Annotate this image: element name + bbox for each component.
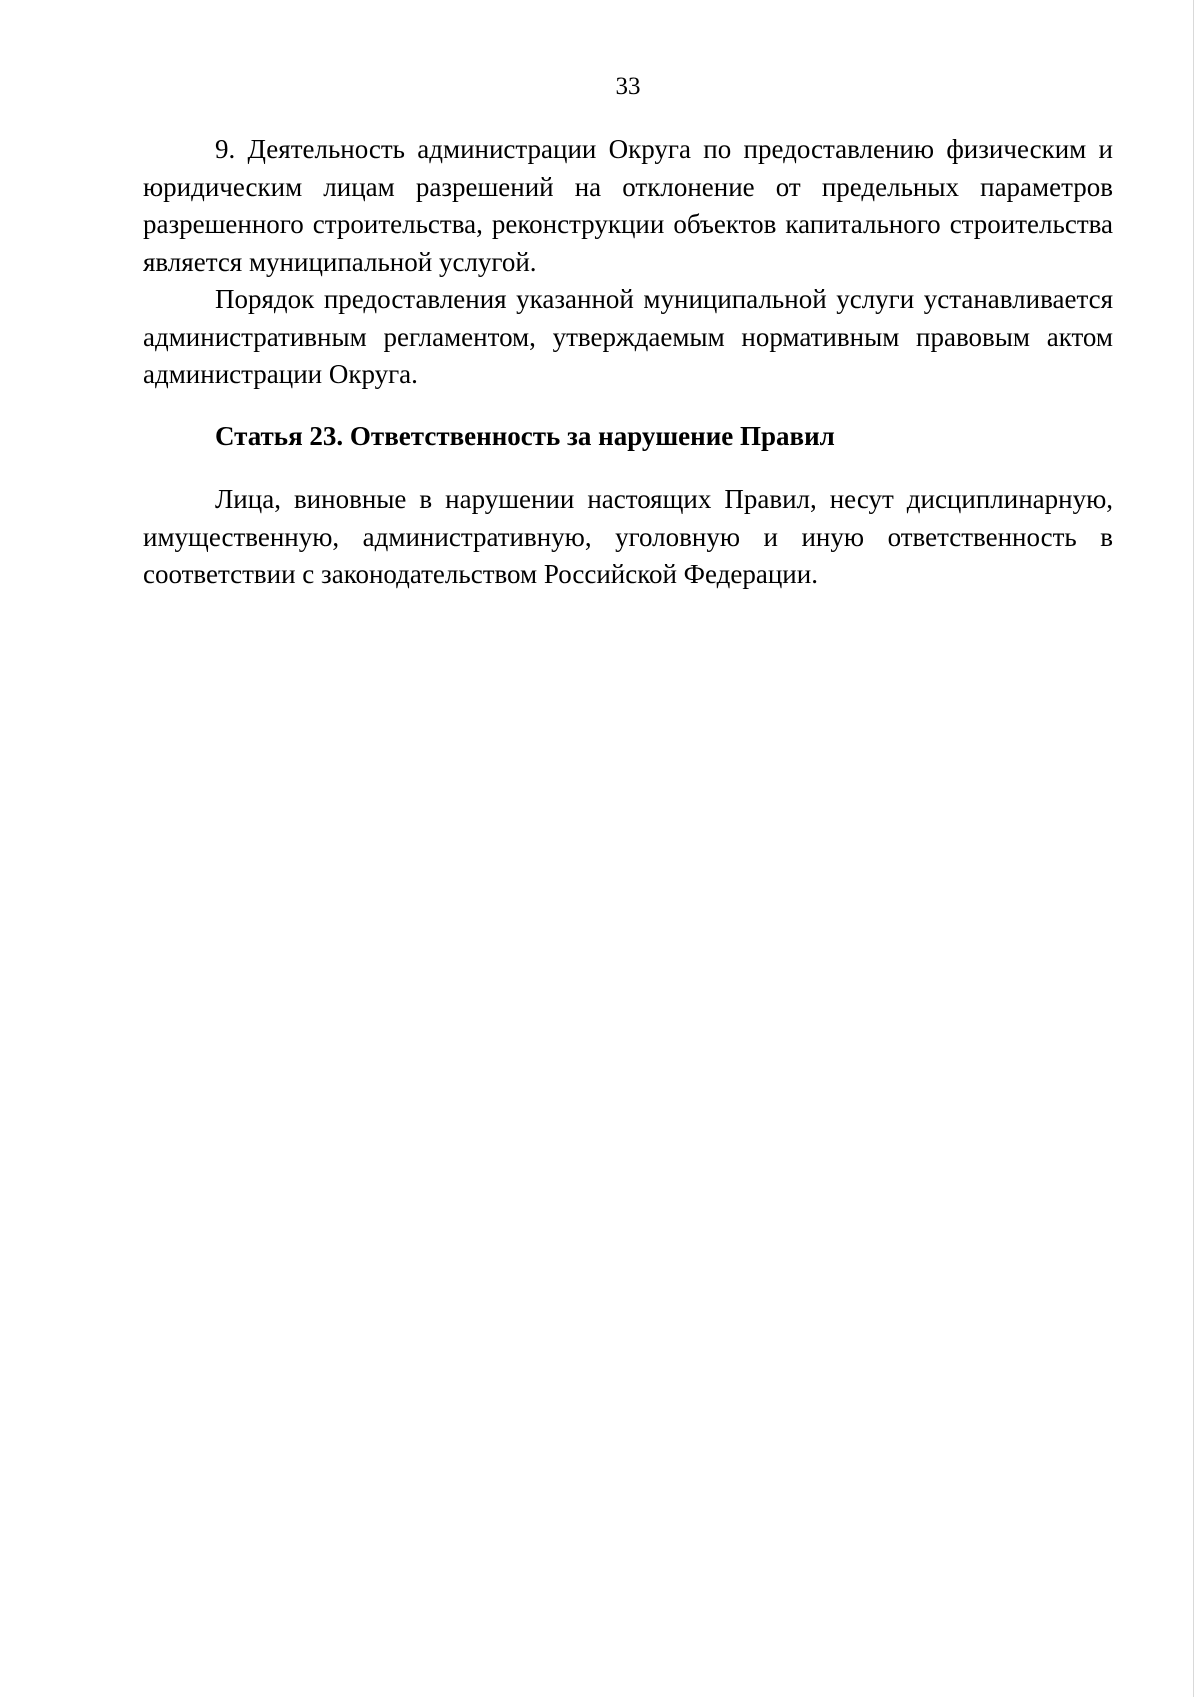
paragraph-municipal-service: 9. Деятельность администрации Округа по предоставлению физическим и юридическим лицам разрешений на отклонение от предельных параметров разрешенного строительства, реконструкции объектов капитального строительства является муниципальной услугой. xyxy=(143,134,1113,277)
paragraph-service-procedure: Порядок предоставления указанной муниципальной услуги устанавливается административным регламентом, утверждаемым нормативным правовым актом администрации Округа. xyxy=(143,284,1113,389)
article-23-heading: Статья 23. Ответственность за нарушение Правил xyxy=(215,420,835,451)
paragraph-liability: Лица, виновные в нарушении настоящих Правил, несут дисциплинарную, имущественную, административную, уголовную и иную ответственность в соответствии с законодательством Российской Федерации. xyxy=(143,484,1113,589)
page-edge-divider xyxy=(1193,0,1194,1697)
document-body xyxy=(143,131,1113,594)
page-number: 33 xyxy=(615,73,641,100)
